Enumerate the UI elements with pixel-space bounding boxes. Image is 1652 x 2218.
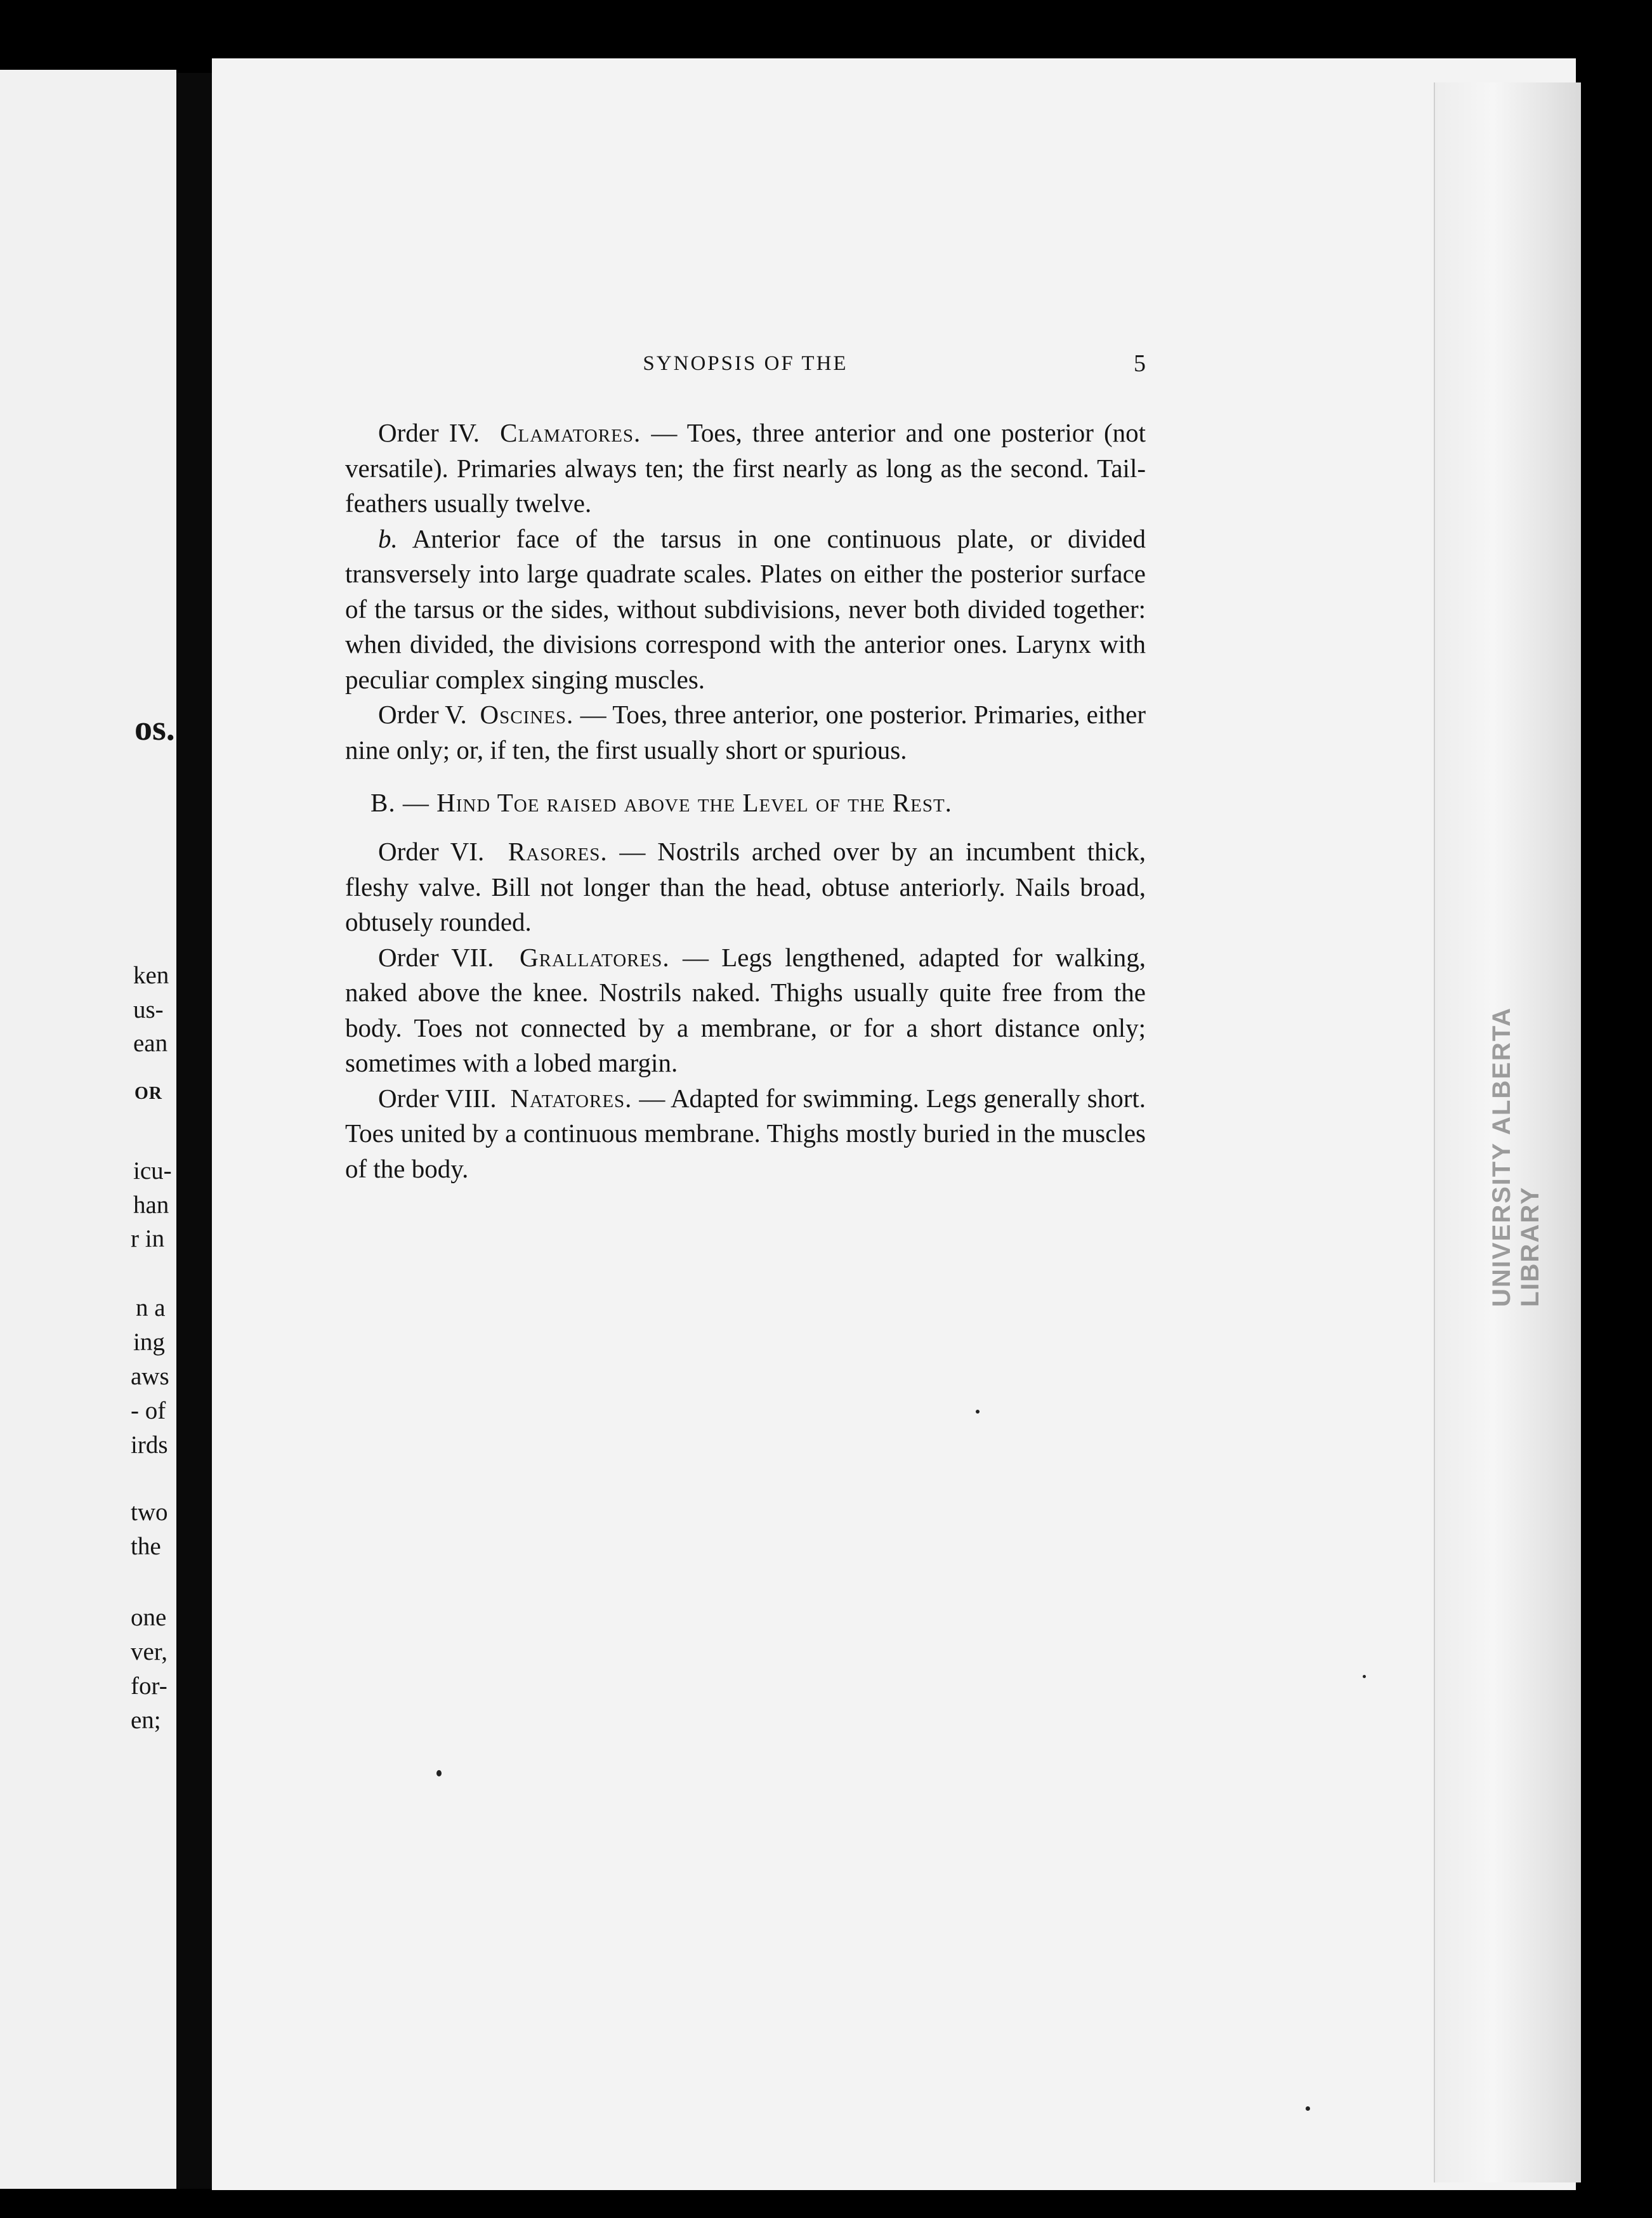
- book-gutter: [176, 73, 212, 2189]
- left-fragment: en;: [131, 1707, 161, 1734]
- left-fragment: irds: [131, 1431, 168, 1459]
- paragraph-order-v: [345, 697, 1146, 768]
- paragraph-order-vi: [345, 834, 1146, 940]
- scan-speck: [1306, 2106, 1310, 2111]
- paragraph-b: [345, 522, 1146, 698]
- paragraph-order-iv: [345, 416, 1146, 522]
- left-fragment: icu-: [133, 1157, 172, 1184]
- library-stamp: UNIVERSITY ALBERTA LIBRARY: [1488, 1007, 1544, 1307]
- order-label: Order VI.: [378, 837, 485, 866]
- left-fragment: r in: [131, 1225, 165, 1252]
- left-fragment: two: [131, 1499, 168, 1526]
- facing-page: [0, 70, 176, 2189]
- left-fragment: for-: [131, 1672, 167, 1700]
- scan-speck: [976, 1410, 980, 1414]
- paragraph-order-viii: [345, 1081, 1146, 1187]
- order-name: Grallatores.: [520, 942, 670, 972]
- left-fragment: one: [131, 1604, 167, 1631]
- order-description: — Adapted for swimming. Legs generally short. Toes united by a continuous membrane. Thighs mostly buried in the muscles of the body.: [345, 1083, 1146, 1183]
- scan-speck: [1363, 1675, 1366, 1678]
- page-body: [345, 416, 1146, 1186]
- order-description: — Toes, three anterior and one posterior (not versatile). Primaries always ten; the first nearly as long as the second. Tail-feathers usually twelve.: [345, 418, 1146, 518]
- section-letter: b.: [378, 523, 398, 553]
- left-fragment: ean: [133, 1030, 168, 1057]
- left-fragment: ing: [133, 1329, 165, 1356]
- left-fragment: han: [133, 1191, 169, 1219]
- order-name: Clamatores.: [500, 418, 641, 447]
- order-description: — Toes, three anterior, one posterior. Primaries, either nine only; or, if ten, the first usually short or spurious.: [345, 700, 1146, 764]
- left-fragment: os.: [134, 709, 175, 748]
- order-label: Order V.: [378, 700, 467, 729]
- left-fragment: the: [131, 1533, 161, 1560]
- page-number: 5: [1134, 350, 1146, 377]
- order-label: Order IV.: [378, 418, 480, 447]
- section-heading: B. — Hind Toe raised above the Level of the Rest.: [370, 788, 952, 817]
- left-fragment: - of: [131, 1397, 166, 1424]
- order-name: Oscines.: [480, 700, 574, 729]
- running-head: [345, 352, 1146, 384]
- paragraph-text: Anterior face of the tarsus in one continuous plate, or divided transversely into large quadrate scales. Plates on either the posterior surface of the tarsus or the sides, without subdivisions, never both divided together: when divided, the divisions correspond with the anterior ones. Larynx with peculiar complex singing muscles.: [345, 523, 1146, 694]
- order-description: — Nostrils arched over by an incumbent thick, fleshy valve. Bill not longer than the head, obtuse anteriorly. Nails broad, obtusely rounded.: [345, 837, 1146, 936]
- left-fragment: ver,: [131, 1638, 167, 1665]
- left-fragment: us-: [133, 996, 164, 1023]
- running-title: SYNOPSIS OF THE: [643, 352, 848, 375]
- left-fragment: n a: [136, 1294, 166, 1322]
- order-description: — Legs lengthened, adapted for walking, naked above the knee. Nostrils naked. Thighs usually quite free from the body. Toes not connected by a membrane, or for a short distance only; sometimes with a lobed margin.: [345, 942, 1146, 1077]
- left-fragment: OR: [134, 1084, 162, 1103]
- order-name: Natatores.: [510, 1083, 633, 1113]
- paragraph-order-vii: [345, 940, 1146, 1081]
- left-fragment: aws: [131, 1363, 169, 1390]
- scan-speck: [436, 1770, 442, 1776]
- order-label: Order VII.: [378, 942, 494, 972]
- order-name: Rasores.: [508, 837, 608, 866]
- left-fragment: ken: [133, 962, 169, 989]
- order-label: Order VIII.: [378, 1083, 497, 1113]
